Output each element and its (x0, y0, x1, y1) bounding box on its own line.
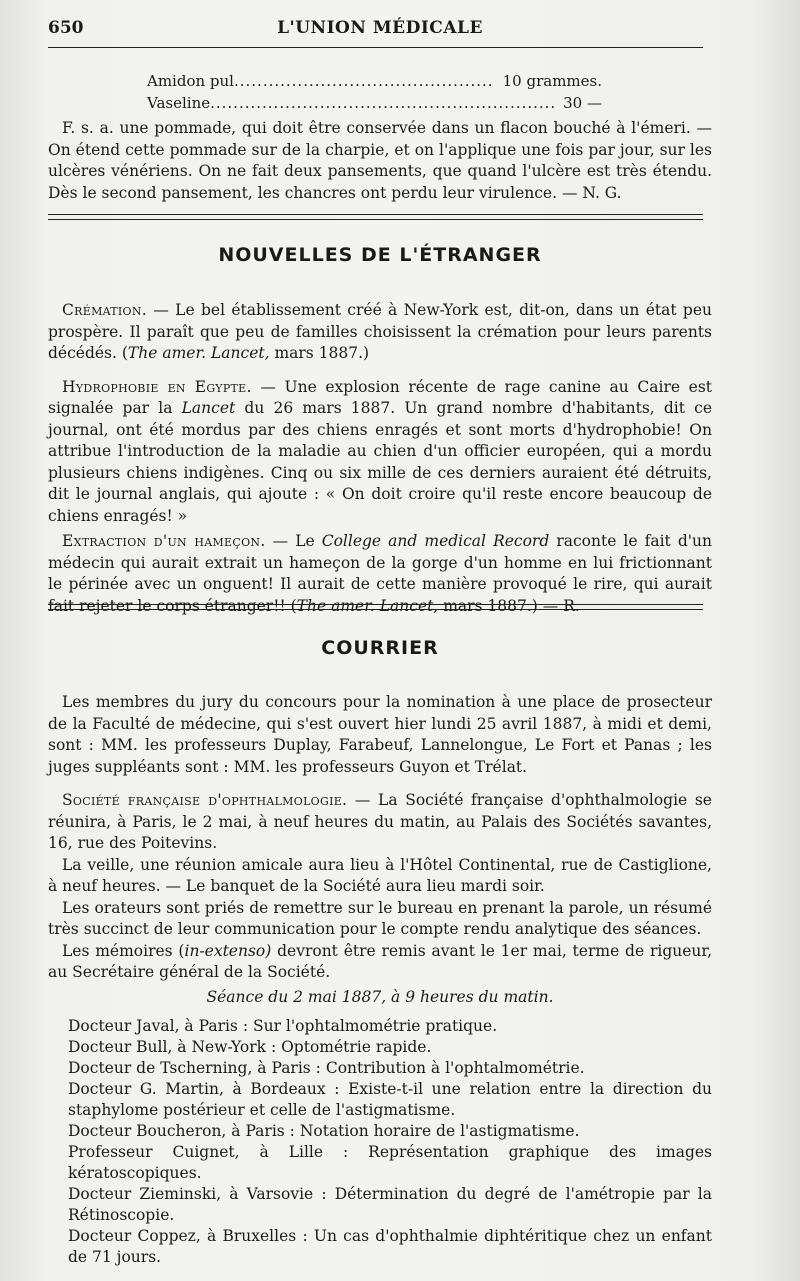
prescription-note: F. s. a. une pommade, qui doit être conservée dans un flacon bouché à l'émeri. — On étend cette pommade sur de la charpie, et on l'applique une fois par jour, sur les ulcères vénériens. On ne fait deux pansements, que quand l'ulcère est très étendu. Dès le second pansement, les chancres ont perdu leur virulence. — N. G. (48, 119, 712, 202)
news-text-end: du 26 mars 1887. Un grand nombre d'habitants, dit ce journal, ont été mordus par des chiens enragés et sont morts d'hydrophobie! On attribue l'introduction de la maladie au chien d'un officier européen, qui a mordu plusieurs chiens indigènes. Cinq ou six mille de ces derniers auraient été détruits, dit le journal anglais, qui ajoute : « On doit croire qu'il reste encore beaucoup de chiens enragés! » (48, 399, 712, 525)
veille-paragraph: La veille, une réunion amicale aura lieu à l'Hôtel Continental, rue de Castiglione, à neuf heures. — Le banquet de la Société aura lieu mardi soir. (48, 855, 712, 895)
page-number: 650 (48, 18, 84, 38)
page-header (48, 18, 712, 50)
news-heading: Hydrophobie en Egypte. (62, 377, 252, 396)
news-text-end: mars 1887.) — R. (438, 596, 580, 615)
program-list (48, 1016, 712, 1268)
program-item: Docteur Zieminski, à Varsovie : Détermination du degré de l'amétropie par la Rétinoscopie. (68, 1185, 712, 1224)
section-rule (48, 604, 703, 610)
program-item: Docteur G. Martin, à Bordeaux : Existe-t-il une relation entre la direction du staphylome postérieur et celle de l'astigmatisme. (68, 1080, 712, 1119)
courrier-block (48, 692, 712, 984)
prescription-note-block (48, 118, 712, 204)
program-item: Docteur Boucheron, à Paris : Notation horaire de l'astigmatisme. (68, 1122, 580, 1140)
news-source: College and medical Record (321, 532, 550, 550)
news-source: Lancet (181, 399, 236, 417)
news-heading: Extraction d'un hameçon. (62, 532, 266, 550)
ingredient-name: Amidon pul (147, 72, 234, 90)
prescription-row (147, 70, 602, 92)
memoires-text: Les mémoires ( (62, 941, 185, 960)
news-source-2: The amer. Lancet, (296, 596, 439, 615)
news-text: — Le bel établissement créé à New-York est, dit-on, dans un état peu prospère. Il paraît que peu de familles choisissent la crémation pour leurs parents décédés. ( (48, 301, 712, 362)
ingredient-name: Vaseline (147, 94, 211, 112)
prescription-row (147, 92, 602, 114)
program-item: Docteur Coppez, à Bruxelles : Un cas d'ophthalmie diphtéritique chez un enfant de 71 jours. (68, 1227, 712, 1266)
program-item: Professeur Cuignet, à Lille : Représentation graphique des images kératoscopiques. (68, 1143, 712, 1182)
memoires-italic: in-extenso) (184, 941, 272, 960)
section-title-etranger: NOUVELLES DE L'ÉTRANGER (218, 244, 542, 266)
societe-text: — La Société française d'ophthalmologie se réunira, à Paris, le 2 mai, à neuf heures du matin, au Palais des Sociétés savantes, 16, rue des Poitevins. (48, 791, 712, 852)
news-text-mid: raconte le fait d'un médecin qui aurait extrait un hameçon de la gorge d'un homme en lui frictionnant le périnée avec un onguent! Il aurait de cette manière provoqué le rire, qui aurait fait rejeter le corps étranger!! ( (48, 532, 712, 615)
running-title: L'UNION MÉDICALE (277, 18, 483, 38)
section-title-courrier: COURRIER (321, 637, 439, 659)
leader-dots (234, 70, 495, 92)
societe-heading: Société française d'ophthalmologie. (62, 791, 348, 809)
jury-paragraph: Les membres du jury du concours pour la nomination à une place de prosecteur de la Faculté de médecine, qui s'est ouvert hier lundi 25 avril 1887, à midi et demi, sont : MM. les professeurs Duplay, Farabeuf, Lannelongue, Le Fort et Panas ; les juges suppléants sont : MM. les professeurs Guyon et Trélat. (48, 693, 712, 776)
ingredient-dose: 30 — (563, 94, 602, 112)
program-item: Docteur de Tscherning, à Paris : Contribution à l'ophtalmométrie. (68, 1059, 585, 1077)
orateurs-paragraph: Les orateurs sont priés de remettre sur le bureau en prenant la parole, un résumé très succinct de leur communication pour le compte rendu analytique des séances. (48, 898, 712, 938)
program-item: Docteur Bull, à New-York : Optométrie rapide. (68, 1038, 432, 1056)
memoires-text-end: devront être remis avant le 1er mai, terme de rigueur, au Secrétaire général de la Société. (48, 941, 713, 981)
prescription-list (147, 70, 602, 114)
leader-dots (210, 92, 555, 114)
news-heading: Crémation. (62, 301, 148, 319)
header-rule (48, 47, 703, 48)
program-item: Docteur Javal, à Paris : Sur l'ophtalmométrie pratique. (68, 1017, 498, 1035)
news-source: The amer. Lancet, (127, 344, 270, 362)
news-item-hydrophobie (48, 377, 712, 528)
news-text: — Une explosion récente de rage canine au Caire est signalée par la (48, 377, 713, 417)
etranger-news (48, 300, 712, 617)
ingredient-dose: 10 grammes. (502, 72, 602, 90)
memoires-paragraph (48, 941, 712, 984)
news-text: — Le (272, 532, 322, 550)
section-rule (48, 214, 703, 220)
societe-paragraph (48, 790, 712, 855)
news-item-cremation (48, 300, 712, 365)
news-text-end: mars 1887.) (269, 344, 370, 362)
session-heading: Séance du 2 mai 1887, à 9 heures du matin. (206, 988, 554, 1006)
